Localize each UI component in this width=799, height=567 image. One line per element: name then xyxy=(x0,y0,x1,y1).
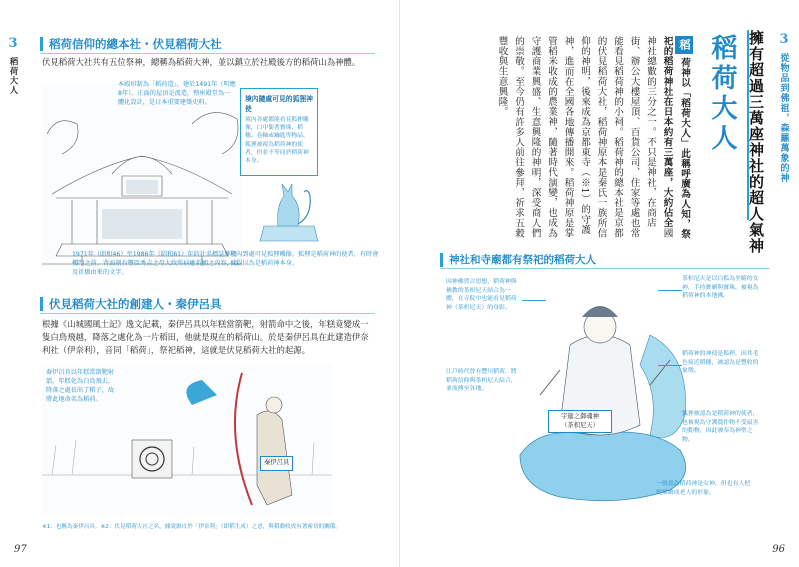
callout-title: 境內隨處可見的狐狸神使 xyxy=(245,95,313,113)
chapter-number: 3 xyxy=(779,32,789,47)
heading-bar xyxy=(40,37,43,51)
annotation-leader xyxy=(658,290,682,291)
caption-main-hall: 本殿形制為「稻荷造」，建於1491年（明應8年）。正面的屋頂是流造，整座殿堂為一體化設計，是日本重要建築史料。 xyxy=(118,81,236,106)
side-tab-right xyxy=(775,32,793,183)
goddess-drawing xyxy=(500,275,700,515)
shrine-drawing xyxy=(42,84,242,269)
heading-bar xyxy=(440,253,443,267)
main-vertical-text xyxy=(493,36,693,246)
section-heading-fushimi xyxy=(40,36,222,52)
fox-statue-drawing xyxy=(250,176,328,246)
vertical-paragraph: 至今仍有許多人前往參拜，祈求五穀豐收與生意興隆。 xyxy=(496,36,524,239)
fox-callout xyxy=(240,88,318,176)
vertical-paragraph: 生意興隆的神明，深受商人們的崇敬。 xyxy=(513,36,541,239)
right-page xyxy=(400,0,799,567)
section-body: 根據《山城國風土記》逸文記載，秦伊呂具以年糕當箭靶，射箭命中之後，年糕竟變成一隻白鳥飛越，降落之處化為一片稻田，他就是現在的稻荷山。於是秦伊呂具在此建造伊奈利社（伊奈利），音同「稻荷」，祭祀稻神，這就是伏見稻荷大社的起源。 xyxy=(42,319,369,355)
side-tab-left xyxy=(6,36,20,95)
section-title: 稻荷信仰的總本社・伏見稻荷大社 xyxy=(49,37,222,51)
figure-label-ukanomitama xyxy=(548,410,612,433)
initial-badge: 稻 xyxy=(675,36,694,54)
section-heading-founder xyxy=(40,296,222,312)
note-toyokawa: 江戶時代曾有豐川稻荷，將稻荷信仰與茶枳尼天結合，並流傳至各地。 xyxy=(446,369,517,393)
vertical-paragraph: 荷神以「稻荷大人」此稱呼廣為人知，祭祀的稻荷神社在日本約有三萬座，大約佔全 xyxy=(661,36,690,240)
annotation-leader xyxy=(658,365,682,366)
left-page xyxy=(0,0,399,567)
figure-label-hata: 秦伊呂具 xyxy=(260,456,293,471)
shrine-illustration xyxy=(42,84,242,269)
headline: 擁有超過三萬座神社的超人氣神 xyxy=(747,30,765,254)
label-line-2: （茶枳尼天） xyxy=(561,421,599,429)
callout-text: 境內各處都能看見狐狸雕像，口中銜著寶珠、稻穗、卷軸或鑰匙等物品。狐狸被視為稻荷神的使者，但並不等同於稻荷神本身。 xyxy=(245,117,309,165)
section-body: 伏見稻荷大社共有五位祭神，總稱為稻荷大神，並以鎮立於社殿後方的稻荷山為神體。 xyxy=(42,57,361,67)
heading-rule xyxy=(440,268,770,269)
vertical-paragraph: 進而在全國各地傳播開來。 xyxy=(562,56,574,178)
goddess-illustration xyxy=(500,275,700,515)
vertical-paragraph: 國神社總數的三分之一。不只是神社，在商店街、辦公大樓屋頂、百貨公司、 xyxy=(628,36,673,239)
section-title: 神社和寺廟都有祭祀的稻荷大人 xyxy=(449,254,596,266)
note-female-god: 一般認為稻荷神是女神，但也有人把她描繪成老人的形象。 xyxy=(656,481,751,496)
note-fox-messenger: 稻荷神的神使是狐狸，因其毛色接近稻穗，被認為是豐收的象徵。 xyxy=(682,351,759,375)
caption-fox: 境內到處可見狐狸雕像。狐狸是稻荷神的使者，有時會被誤以為是稻荷神本身。 xyxy=(230,251,379,267)
note-dakiniten: 茶枳尼天是以白狐為坐騎的女神，手持寶劍與寶珠，被視為稻荷神的本地佛。 xyxy=(682,276,759,300)
annotation-leader xyxy=(522,300,546,301)
caption-archer: 秦伊呂具以年糕當箭靶射箭，年糕化為白鳥飛去，降落之處長出了稻子，故將此地命名為稻荷。 xyxy=(46,369,115,403)
heading-rule xyxy=(40,53,375,54)
chapter-label: 稻荷大人 xyxy=(8,57,18,95)
footnote: ※1：也稱為秦伊呂具。※2：伏見稻荷大社之名，據說源自於「伊奈利」（即稻生成）之意，與稻穀收成有著密切的關係。 xyxy=(42,524,341,530)
chapter-label: 從物品到佛祖，森羅萬象的神 xyxy=(778,53,789,183)
heading-bar xyxy=(40,297,43,311)
vertical-paragraph: 稻荷神原本是秦氏一族所信仰的神明，後來成為京都東寺（※1）的守護神， xyxy=(562,36,607,239)
god-name: 稻荷大人 xyxy=(707,34,737,154)
fox-statue-illustration xyxy=(250,176,328,246)
section-heading-temples xyxy=(440,252,596,267)
page-number-right: 96 xyxy=(772,544,785,555)
label-line-1: 宇迦之御魂神 xyxy=(561,413,599,420)
vertical-paragraph: 稻荷神原是掌管稻米收成的農業神，隨著時代演變，也成為守護商業興盛、 xyxy=(529,36,574,239)
section-title: 伏見稻荷大社的創建人・秦伊呂具 xyxy=(49,297,222,311)
note-syncretism: 因神佛習合思想，稻荷神與佛教的茶枳尼天結合為一體，在寺院中也能看見稻荷神（茶枳尼天）的身影。 xyxy=(446,279,517,311)
chapter-number: 3 xyxy=(8,36,18,51)
caption-gate: 1971年（昭和46）至1986年（昭和61）年的社名標誌牌於樓門之前。背面刻有豐臣秀吉之母大政所病癒祈願之內容，以及祈願由來的文字。 xyxy=(72,251,240,276)
note-fox-protector: 狐狸被認為是稻荷神的使者，也被視為守護農作物不受鼠害的動物，因此被奉為神聖之物。 xyxy=(682,411,759,443)
page-number-left: 97 xyxy=(14,544,27,555)
vertical-paragraph: 住家等處也常能看見稻荷神的小祠。稻荷神的總本社是京都的伏見稻荷大社， xyxy=(595,36,640,239)
heading-rule xyxy=(40,313,375,314)
